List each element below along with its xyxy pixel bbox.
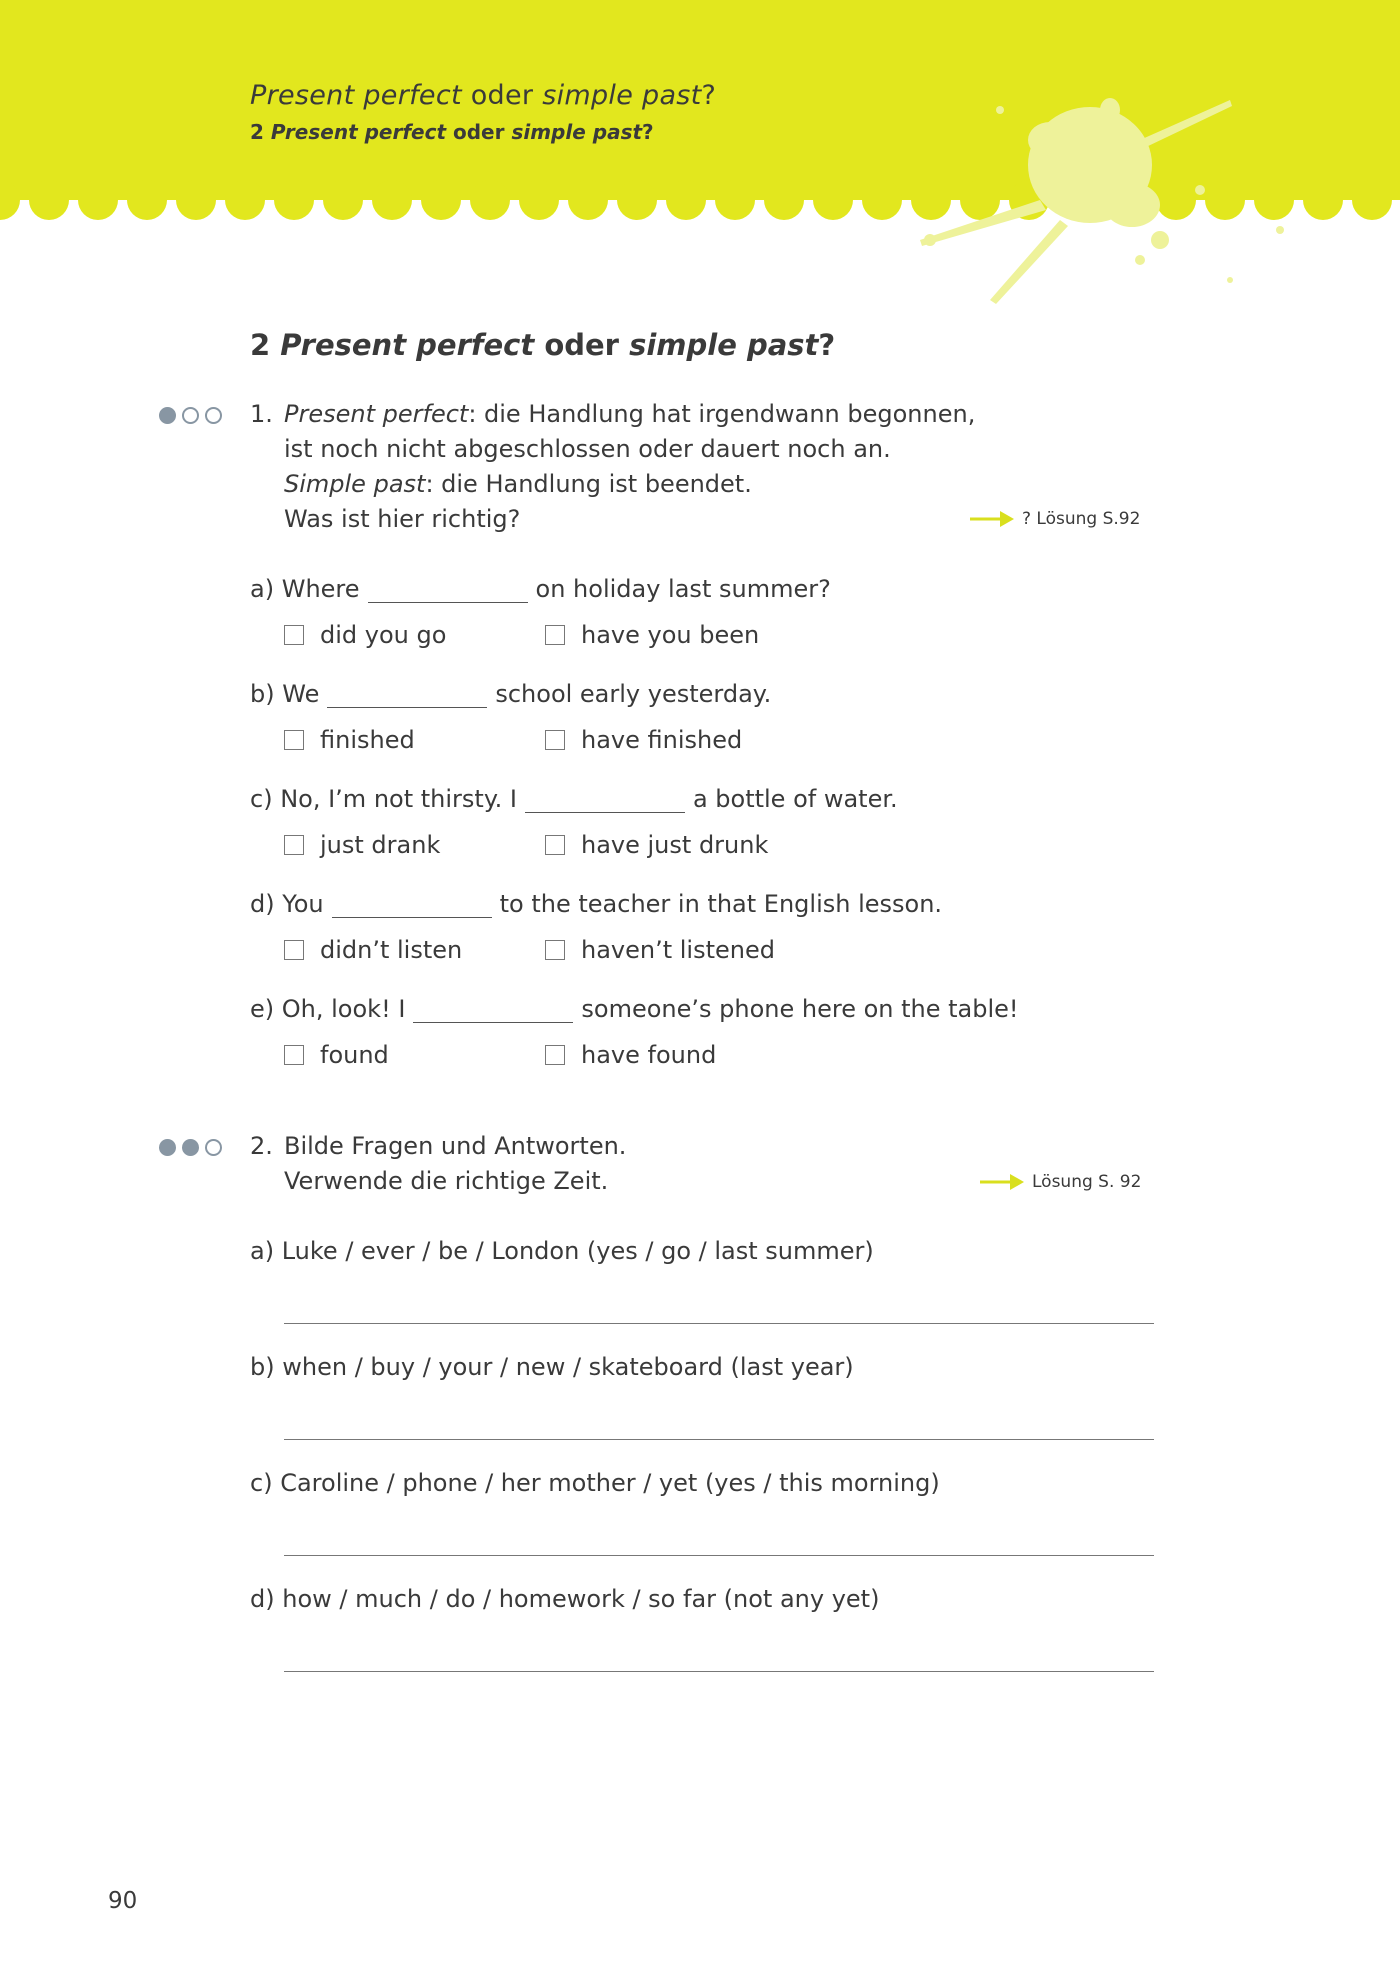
checkbox[interactable] <box>284 625 304 645</box>
difficulty-dot <box>205 407 222 424</box>
answer-option[interactable]: finished <box>284 726 415 754</box>
paint-splash-decoration <box>900 80 1340 320</box>
exercise-item: a) Where on holiday last summer? <box>250 575 831 603</box>
answer-option[interactable]: haven’t listened <box>545 936 775 964</box>
checkbox[interactable] <box>545 730 565 750</box>
difficulty-dot <box>159 407 176 424</box>
exercise-number: 1. <box>250 400 273 428</box>
checkbox[interactable] <box>284 730 304 750</box>
fill-in-blank[interactable] <box>332 891 492 918</box>
header-subtitle: 2 Present perfect oder simple past? <box>250 120 654 144</box>
exercise-item: d) You to the teacher in that English lesson. <box>250 890 943 918</box>
solution-reference[interactable] <box>980 1172 1141 1192</box>
checkbox[interactable] <box>545 835 565 855</box>
page-number: 90 <box>108 1888 138 1914</box>
fill-in-blank[interactable] <box>413 996 573 1023</box>
difficulty-dot <box>182 1139 199 1156</box>
answer-option[interactable]: didn’t listen <box>284 936 462 964</box>
difficulty-dot <box>159 1139 176 1156</box>
instruction-line: Was ist hier richtig? <box>284 505 521 533</box>
instruction-line: Simple past: die Handlung ist beendet. <box>284 470 752 498</box>
checkbox[interactable] <box>545 940 565 960</box>
checkbox[interactable] <box>545 1045 565 1065</box>
exercise-item: d) how / much / do / homework / so far (not any yet) <box>250 1585 880 1613</box>
solution-reference[interactable] <box>970 509 1140 529</box>
instruction-line: Verwende die richtige Zeit. <box>284 1167 609 1195</box>
answer-line[interactable] <box>284 1671 1154 1672</box>
checkbox[interactable] <box>284 1045 304 1065</box>
answer-line[interactable] <box>284 1555 1154 1556</box>
arrow-right-icon <box>970 509 1014 529</box>
answer-line[interactable] <box>284 1439 1154 1440</box>
answer-option[interactable]: did you go <box>284 621 446 649</box>
instruction-line: Present perfect: die Handlung hat irgendwann begonnen, <box>284 400 976 428</box>
solution-reference-label: Lösung S. 92 <box>1032 1172 1142 1192</box>
header-title: Present perfect oder simple past? <box>250 80 717 111</box>
instruction-line: ist noch nicht abgeschlossen oder dauert noch an. <box>284 435 891 463</box>
fill-in-blank[interactable] <box>525 786 685 813</box>
answer-line[interactable] <box>284 1323 1154 1324</box>
exercise-item: c) Caroline / phone / her mother / yet (yes / this morning) <box>250 1469 940 1497</box>
answer-option[interactable]: have just drunk <box>545 831 768 859</box>
exercise-item: a) Luke / ever / be / London (yes / go / last summer) <box>250 1237 874 1265</box>
answer-option[interactable]: found <box>284 1041 389 1069</box>
fill-in-blank[interactable] <box>368 576 528 603</box>
answer-option[interactable]: have finished <box>545 726 742 754</box>
exercise-number: 2. <box>250 1132 273 1160</box>
checkbox[interactable] <box>545 625 565 645</box>
exercise-item: b) when / buy / your / new / skateboard (last year) <box>250 1353 854 1381</box>
exercise-item: e) Oh, look! I someone’s phone here on the table! <box>250 995 1019 1023</box>
section-title: 2 Present perfect oder simple past? <box>250 328 836 362</box>
checkbox[interactable] <box>284 940 304 960</box>
difficulty-indicator-1 <box>159 407 222 424</box>
answer-option[interactable]: just drank <box>284 831 440 859</box>
instruction-line: Bilde Fragen und Antworten. <box>284 1132 627 1160</box>
fill-in-blank[interactable] <box>327 681 487 708</box>
exercise-item: c) No, I’m not thirsty. I a bottle of water. <box>250 785 898 813</box>
solution-reference-label: ? Lösung S.92 <box>1022 509 1141 529</box>
checkbox[interactable] <box>284 835 304 855</box>
exercise-item: b) We school early yesterday. <box>250 680 772 708</box>
difficulty-indicator-2 <box>159 1139 222 1156</box>
arrow-right-icon <box>980 1172 1024 1192</box>
answer-option[interactable]: have found <box>545 1041 716 1069</box>
difficulty-dot <box>182 407 199 424</box>
answer-option[interactable]: have you been <box>545 621 759 649</box>
difficulty-dot <box>205 1139 222 1156</box>
